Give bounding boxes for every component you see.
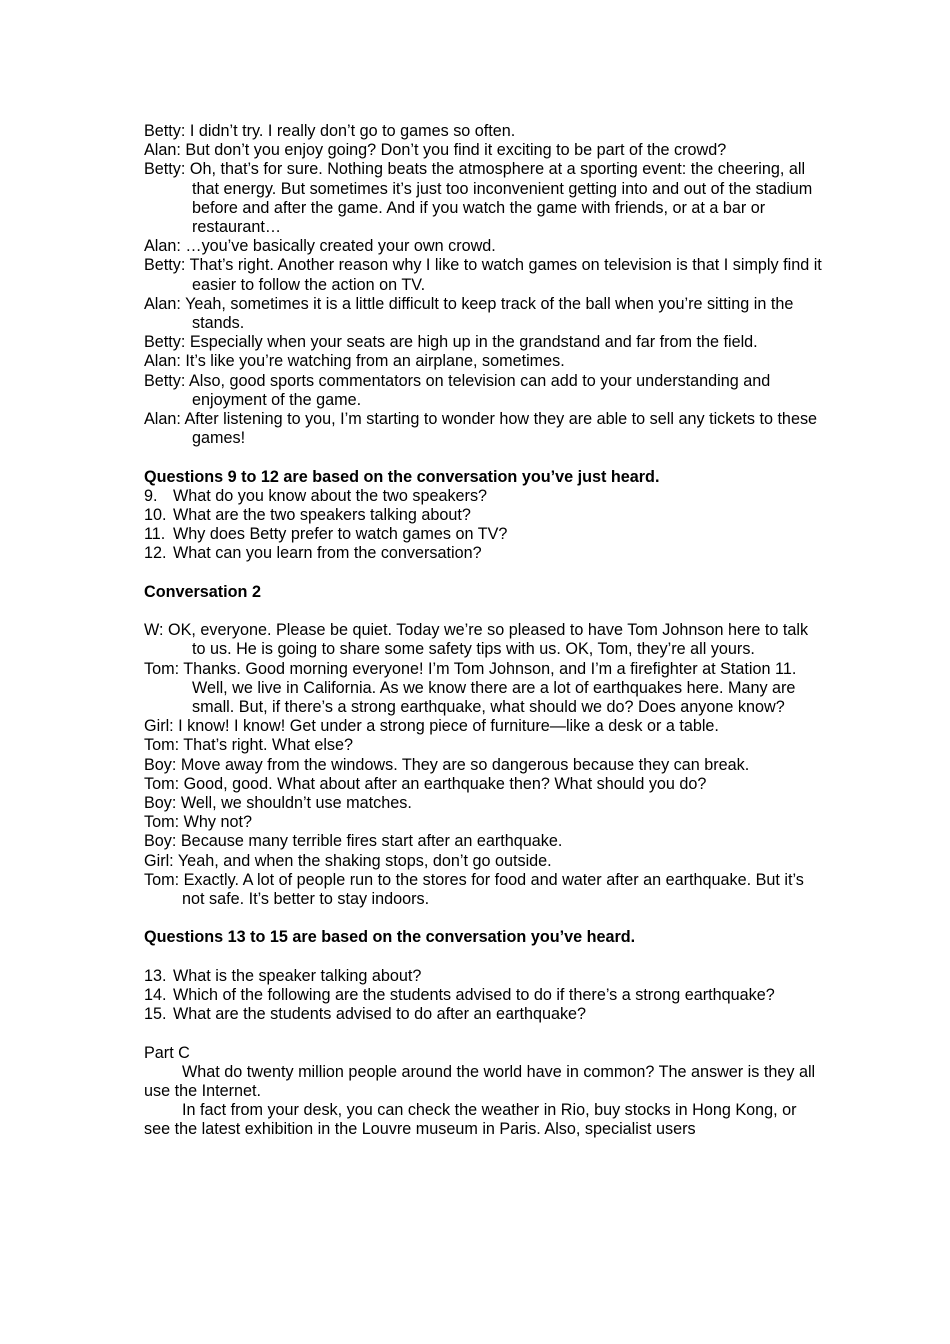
dialogue-line: Boy: Because many terrible fires start after an earthquake.: [144, 832, 563, 851]
question-item: [144, 967, 824, 986]
conversation2-transcript: [144, 621, 824, 909]
dialogue-line: Alan: …you’ve basically created your own crowd.: [144, 237, 496, 256]
part-c: [144, 1044, 824, 1140]
question-text: What are the students advised to do after an earthquake?: [173, 1005, 587, 1024]
spacer: [144, 564, 824, 583]
question-item: [144, 487, 824, 506]
questions-heading: Questions 9 to 12 are based on the conversation you’ve just heard.: [144, 467, 660, 486]
conversation2-heading: Conversation 2: [144, 582, 261, 601]
dialogue-line: Boy: Move away from the windows. They are so dangerous because they can break.: [144, 755, 750, 774]
question-text: What is the speaker talking about?: [173, 966, 422, 985]
question-number: 9.: [144, 486, 158, 505]
question-number: 12.: [144, 544, 167, 563]
question-number: 11.: [144, 525, 166, 544]
question-item: [144, 1005, 824, 1024]
paragraph: What do twenty million people around the world have in common? The answer is they all use the Internet.: [144, 1062, 816, 1101]
dialogue-line: Tom: Good, good. What about after an earthquake then? What should you do?: [144, 774, 707, 793]
dialogue-line: Betty: I didn’t try. I really don’t go to games so often.: [144, 122, 516, 140]
paragraph: In fact from your desk, you can check the weather in Rio, buy stocks in Hong Kong, or see the latest exhibition in the Louvre museum in Paris. Also, specialist users: [144, 1101, 797, 1139]
spacer: [144, 448, 824, 467]
dialogue-line: Girl: Yeah, and when the shaking stops, don’t go outside.: [144, 851, 552, 870]
dialogue-line: W: OK, everyone. Please be quiet. Today we’re so pleased to have Tom Johnson here to talk to us. He is going to share some safety tips with us. OK, Tom, they’re all yours.: [144, 621, 809, 659]
document-page: [144, 122, 824, 1140]
question-number: 10.: [144, 506, 167, 525]
question-text: What are the two speakers talking about?: [173, 506, 471, 525]
spacer: [144, 602, 824, 621]
question-item: [144, 986, 824, 1005]
spacer: [144, 1024, 824, 1043]
dialogue-line: Girl: I know! I know! Get under a strong piece of furniture—like a desk or a table.: [144, 717, 719, 736]
dialogue-line: Tom: Thanks. Good morning everyone! I’m Tom Johnson, and I’m a firefighter at Station 11. Well, we live in California. As we know there are a lot of earthquakes here. Many are small. But, if there’s a strong earthquake, what should we do? Does anyone know?: [144, 659, 797, 717]
questions-9-12: [144, 468, 824, 564]
spacer: [144, 909, 824, 928]
dialogue-line: Betty: Oh, that’s for sure. Nothing beats the atmosphere at a sporting event: the cheering, all that energy. But sometimes it’s just too inconvenient getting into and out of the stadium before and after the game. And if you watch the game with friends, or at a bar or restaurant…: [144, 160, 813, 237]
question-item: [144, 506, 824, 525]
question-number: 13.: [144, 966, 167, 985]
dialogue-line: Tom: Exactly. A lot of people run to the stores for food and water after an earthquake. But it’s not safe. It’s better to stay indoors.: [144, 870, 804, 909]
question-number: 14.: [144, 986, 167, 1005]
question-item: [144, 525, 824, 544]
dialogue-line: Boy: Well, we shouldn’t use matches.: [144, 794, 412, 813]
dialogue-line: Tom: That’s right. What else?: [144, 736, 354, 755]
spacer: [144, 948, 824, 967]
question-text: Why does Betty prefer to watch games on TV?: [173, 525, 508, 544]
dialogue-line: Alan: After listening to you, I’m starting to wonder how they are able to sell any tickets to these games!: [144, 410, 818, 448]
question-text: Which of the following are the students advised to do if there’s a strong earthquake?: [173, 986, 775, 1005]
question-text: What do you know about the two speakers?: [173, 486, 488, 505]
dialogue-line: Alan: It’s like you’re watching from an airplane, sometimes.: [144, 352, 565, 371]
dialogue-line: Betty: Also, good sports commentators on television can add to your understanding and enjoyment of the game.: [144, 371, 771, 409]
dialogue-line: Tom: Why not?: [144, 813, 252, 832]
part-c-heading: Part C: [144, 1043, 190, 1062]
dialogue-line: Alan: Yeah, sometimes it is a little difficult to keep track of the ball when you’re sitting in the stands.: [144, 294, 794, 333]
dialogue-line: Betty: That’s right. Another reason why I like to watch games on television is that I simply find it easier to follow the action on TV.: [144, 256, 822, 294]
conversation1-transcript: [144, 122, 824, 448]
dialogue-line: Alan: But don’t you enjoy going? Don’t you find it exciting to be part of the crowd?: [144, 141, 727, 160]
dialogue-line: Betty: Especially when your seats are high up in the grandstand and far from the field.: [144, 333, 758, 352]
question-item: [144, 544, 824, 563]
question-text: What can you learn from the conversation?: [173, 544, 482, 563]
question-number: 15.: [144, 1005, 167, 1024]
questions-heading: Questions 13 to 15 are based on the conversation you’ve heard.: [144, 928, 636, 947]
questions-13-15: [144, 928, 824, 1024]
